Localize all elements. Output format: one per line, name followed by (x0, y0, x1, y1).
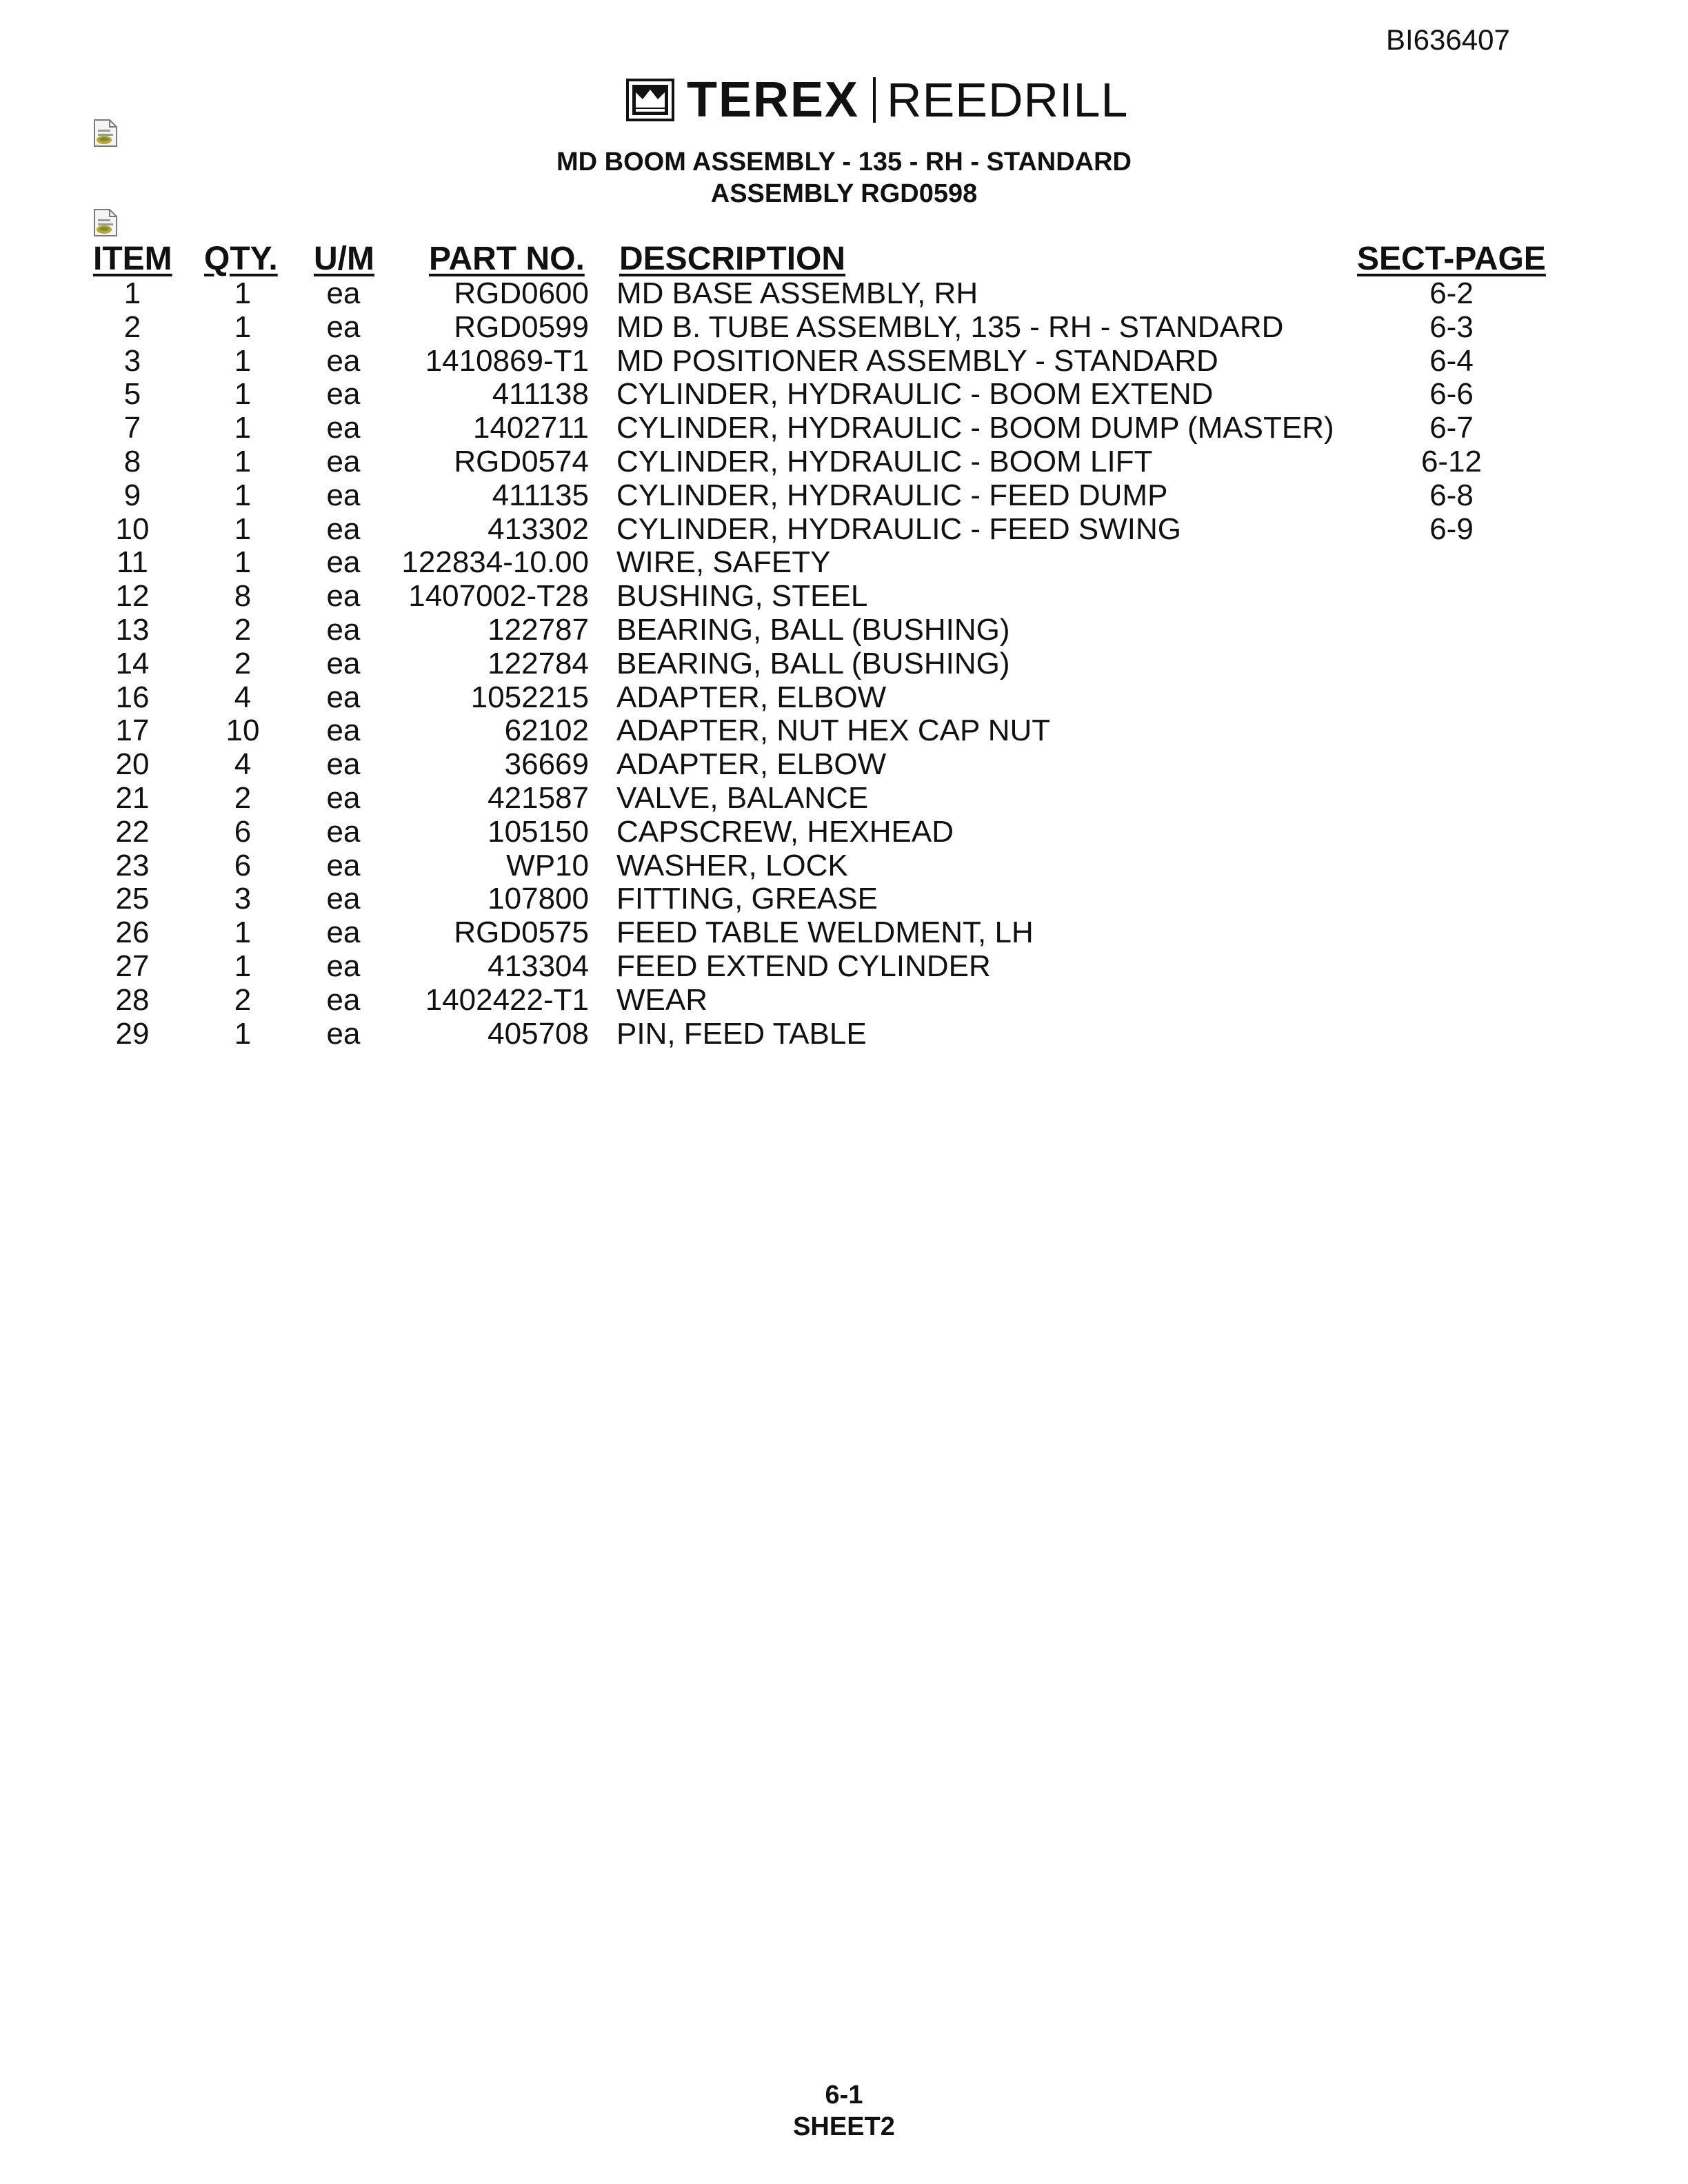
table-row (0, 714, 1688, 748)
cell-item: 17 (115, 714, 150, 748)
cell-um: ea (326, 579, 361, 614)
cell-qty: 1 (234, 949, 252, 983)
table-row (0, 546, 1688, 580)
cell-qty: 2 (234, 612, 252, 647)
brand-name-terex: TEREX (687, 72, 860, 128)
cell-qty: 2 (234, 982, 252, 1017)
header-description: DESCRIPTION (619, 241, 846, 277)
cell-qty: 1 (234, 478, 252, 512)
cell-qty: 2 (234, 646, 252, 680)
cell-part-no: RGD0600 (454, 276, 589, 310)
cell-um: ea (326, 612, 361, 647)
cell-um: ea (326, 982, 361, 1017)
table-row (0, 681, 1688, 715)
cell-part-no: 36669 (504, 747, 589, 782)
cell-description: ADAPTER, NUT HEX CAP NUT (616, 714, 1051, 748)
cell-item: 16 (115, 680, 150, 714)
cell-item: 21 (115, 780, 150, 815)
cell-description: CYLINDER, HYDRAULIC - BOOM LIFT (616, 444, 1153, 478)
cell-qty: 1 (234, 377, 252, 412)
cell-item: 10 (115, 512, 150, 546)
table-row (0, 580, 1688, 614)
cell-um: ea (326, 512, 361, 546)
cell-description: PIN, FEED TABLE (616, 1016, 867, 1051)
cell-description: BEARING, BALL (BUSHING) (616, 646, 1010, 680)
cell-sect-page: 6-8 (1429, 478, 1474, 512)
cell-description: MD B. TUBE ASSEMBLY, 135 - RH - STANDARD (616, 310, 1284, 344)
table-row (0, 916, 1688, 950)
table-row (0, 950, 1688, 984)
cell-qty: 1 (234, 276, 252, 310)
cell-part-no: 413304 (488, 949, 589, 983)
cell-um: ea (326, 377, 361, 412)
cell-item: 26 (115, 916, 150, 950)
cell-qty: 1 (234, 545, 252, 580)
parts-table (0, 277, 1688, 1051)
cell-qty: 8 (234, 579, 252, 614)
cell-description: CYLINDER, HYDRAULIC - FEED SWING (616, 512, 1181, 546)
cell-sect-page: 6-2 (1429, 276, 1474, 310)
cell-um: ea (326, 916, 361, 950)
cell-description: ADAPTER, ELBOW (616, 680, 887, 714)
cell-sect-page: 6-4 (1429, 343, 1474, 378)
cell-um: ea (326, 478, 361, 512)
cell-part-no: 411138 (492, 377, 589, 412)
cell-item: 5 (123, 377, 141, 412)
table-row (0, 849, 1688, 883)
cell-um: ea (326, 714, 361, 748)
header-part-no: PART NO. (429, 241, 585, 277)
header-qty: QTY. (204, 241, 278, 277)
cell-part-no: 107800 (488, 882, 589, 916)
cell-description: FEED EXTEND CYLINDER (616, 949, 991, 983)
cell-part-no: 122787 (488, 612, 589, 647)
cell-qty: 4 (234, 747, 252, 782)
cell-description: BEARING, BALL (BUSHING) (616, 612, 1010, 647)
assembly-title: MD BOOM ASSEMBLY - 135 - RH - STANDARD (556, 148, 1132, 176)
cell-item: 8 (123, 444, 141, 478)
cell-um: ea (326, 747, 361, 782)
cell-item: 23 (115, 848, 150, 882)
cell-um: ea (326, 310, 361, 344)
cell-part-no: 1052215 (470, 680, 589, 714)
table-row (0, 412, 1688, 445)
cell-qty: 1 (234, 512, 252, 546)
table-row (0, 277, 1688, 311)
cell-item: 28 (115, 982, 150, 1017)
cell-description: CYLINDER, HYDRAULIC - BOOM EXTEND (616, 377, 1214, 412)
cell-qty: 3 (234, 882, 252, 916)
cell-um: ea (326, 680, 361, 714)
brand-logo (626, 72, 1128, 128)
cell-um: ea (326, 444, 361, 478)
cell-item: 11 (117, 545, 148, 580)
cell-item: 1 (123, 276, 141, 310)
cell-item: 20 (115, 747, 150, 782)
table-row (0, 748, 1688, 782)
table-row (0, 378, 1688, 412)
cell-um: ea (326, 276, 361, 310)
cell-qty: 1 (234, 1016, 252, 1051)
cell-item: 7 (123, 411, 141, 445)
cell-um: ea (326, 343, 361, 378)
cell-um: ea (326, 545, 361, 580)
cell-qty: 1 (234, 916, 252, 950)
cell-item: 29 (115, 1016, 150, 1051)
assembly-number: ASSEMBLY RGD0598 (710, 179, 978, 208)
cell-item: 12 (115, 579, 150, 614)
cell-um: ea (326, 646, 361, 680)
header-sect-page: SECT-PAGE (1357, 241, 1546, 277)
cell-item: 22 (115, 814, 150, 849)
cell-um: ea (326, 848, 361, 882)
cell-qty: 1 (234, 310, 252, 344)
document-id: BI636407 (1386, 23, 1510, 56)
cell-description: CYLINDER, HYDRAULIC - BOOM DUMP (MASTER) (616, 411, 1334, 445)
table-row (0, 479, 1688, 513)
cell-um: ea (326, 780, 361, 815)
header-um: U/M (314, 241, 374, 277)
table-row (0, 782, 1688, 816)
cell-qty: 1 (234, 444, 252, 478)
cell-description: WEAR (616, 982, 707, 1017)
table-row (0, 614, 1688, 647)
cell-description: WASHER, LOCK (616, 848, 848, 882)
table-row (0, 513, 1688, 547)
page-number: 6-1 (825, 2081, 863, 2110)
cell-qty: 6 (234, 848, 252, 882)
cell-part-no: 105150 (488, 814, 589, 849)
cell-part-no: 1407002-T28 (408, 579, 589, 614)
cell-item: 13 (115, 612, 150, 647)
cell-sect-page: 6-9 (1429, 512, 1474, 546)
cell-item: 27 (115, 949, 150, 983)
document-link-icon[interactable] (92, 119, 119, 148)
table-row (0, 1018, 1688, 1051)
cell-part-no: 1402711 (472, 411, 589, 445)
cell-part-no: 122834-10.00 (401, 545, 589, 580)
cell-description: FITTING, GREASE (616, 882, 878, 916)
table-row (0, 445, 1688, 479)
cell-part-no: 411135 (492, 478, 589, 512)
cell-part-no: 405708 (488, 1016, 589, 1051)
cell-um: ea (326, 949, 361, 983)
cell-description: FEED TABLE WELDMENT, LH (616, 916, 1034, 950)
table-row (0, 311, 1688, 345)
cell-description: MD BASE ASSEMBLY, RH (616, 276, 978, 310)
table-row (0, 647, 1688, 681)
cell-qty: 6 (234, 814, 252, 849)
cell-description: CAPSCREW, HEXHEAD (616, 814, 954, 849)
cell-qty: 2 (234, 780, 252, 815)
table-row (0, 882, 1688, 916)
cell-um: ea (326, 1016, 361, 1051)
cell-um: ea (326, 411, 361, 445)
cell-sect-page: 6-12 (1420, 444, 1483, 478)
cell-qty: 4 (234, 680, 252, 714)
cell-sect-page: 6-6 (1429, 377, 1474, 412)
cell-part-no: 1402422-T1 (425, 982, 589, 1017)
brand-divider (873, 77, 876, 123)
cell-qty: 10 (225, 714, 260, 748)
cell-qty: 1 (234, 343, 252, 378)
cell-item: 3 (123, 343, 141, 378)
cell-sect-page: 6-3 (1429, 310, 1474, 344)
cell-description: WIRE, SAFETY (616, 545, 831, 580)
cell-um: ea (326, 882, 361, 916)
cell-part-no: 122784 (488, 646, 589, 680)
cell-part-no: RGD0574 (454, 444, 589, 478)
cell-um: ea (326, 814, 361, 849)
cell-part-no: 1410869-T1 (425, 343, 589, 378)
cell-part-no: RGD0599 (454, 310, 589, 344)
terex-crown-logo-icon (626, 79, 674, 121)
cell-item: 14 (115, 646, 150, 680)
cell-item: 9 (123, 478, 141, 512)
cell-part-no: 62102 (504, 714, 589, 748)
cell-qty: 1 (234, 411, 252, 445)
table-row (0, 984, 1688, 1018)
document-link-icon[interactable] (92, 208, 119, 237)
cell-description: CYLINDER, HYDRAULIC - FEED DUMP (616, 478, 1168, 512)
sheet-label: SHEET2 (793, 2112, 895, 2141)
cell-part-no: WP10 (506, 848, 589, 882)
cell-part-no: 421587 (488, 780, 589, 815)
cell-description: BUSHING, STEEL (616, 579, 868, 614)
cell-description: VALVE, BALANCE (616, 780, 869, 815)
table-row (0, 816, 1688, 849)
cell-sect-page: 6-7 (1429, 411, 1474, 445)
cell-part-no: 413302 (488, 512, 589, 546)
cell-description: ADAPTER, ELBOW (616, 747, 887, 782)
cell-description: MD POSITIONER ASSEMBLY - STANDARD (616, 343, 1218, 378)
brand-name-reedrill: REEDRILL (887, 73, 1129, 127)
header-item: ITEM (93, 241, 172, 277)
table-row (0, 345, 1688, 378)
cell-part-no: RGD0575 (454, 916, 589, 950)
cell-item: 25 (115, 882, 150, 916)
cell-item: 2 (123, 310, 141, 344)
